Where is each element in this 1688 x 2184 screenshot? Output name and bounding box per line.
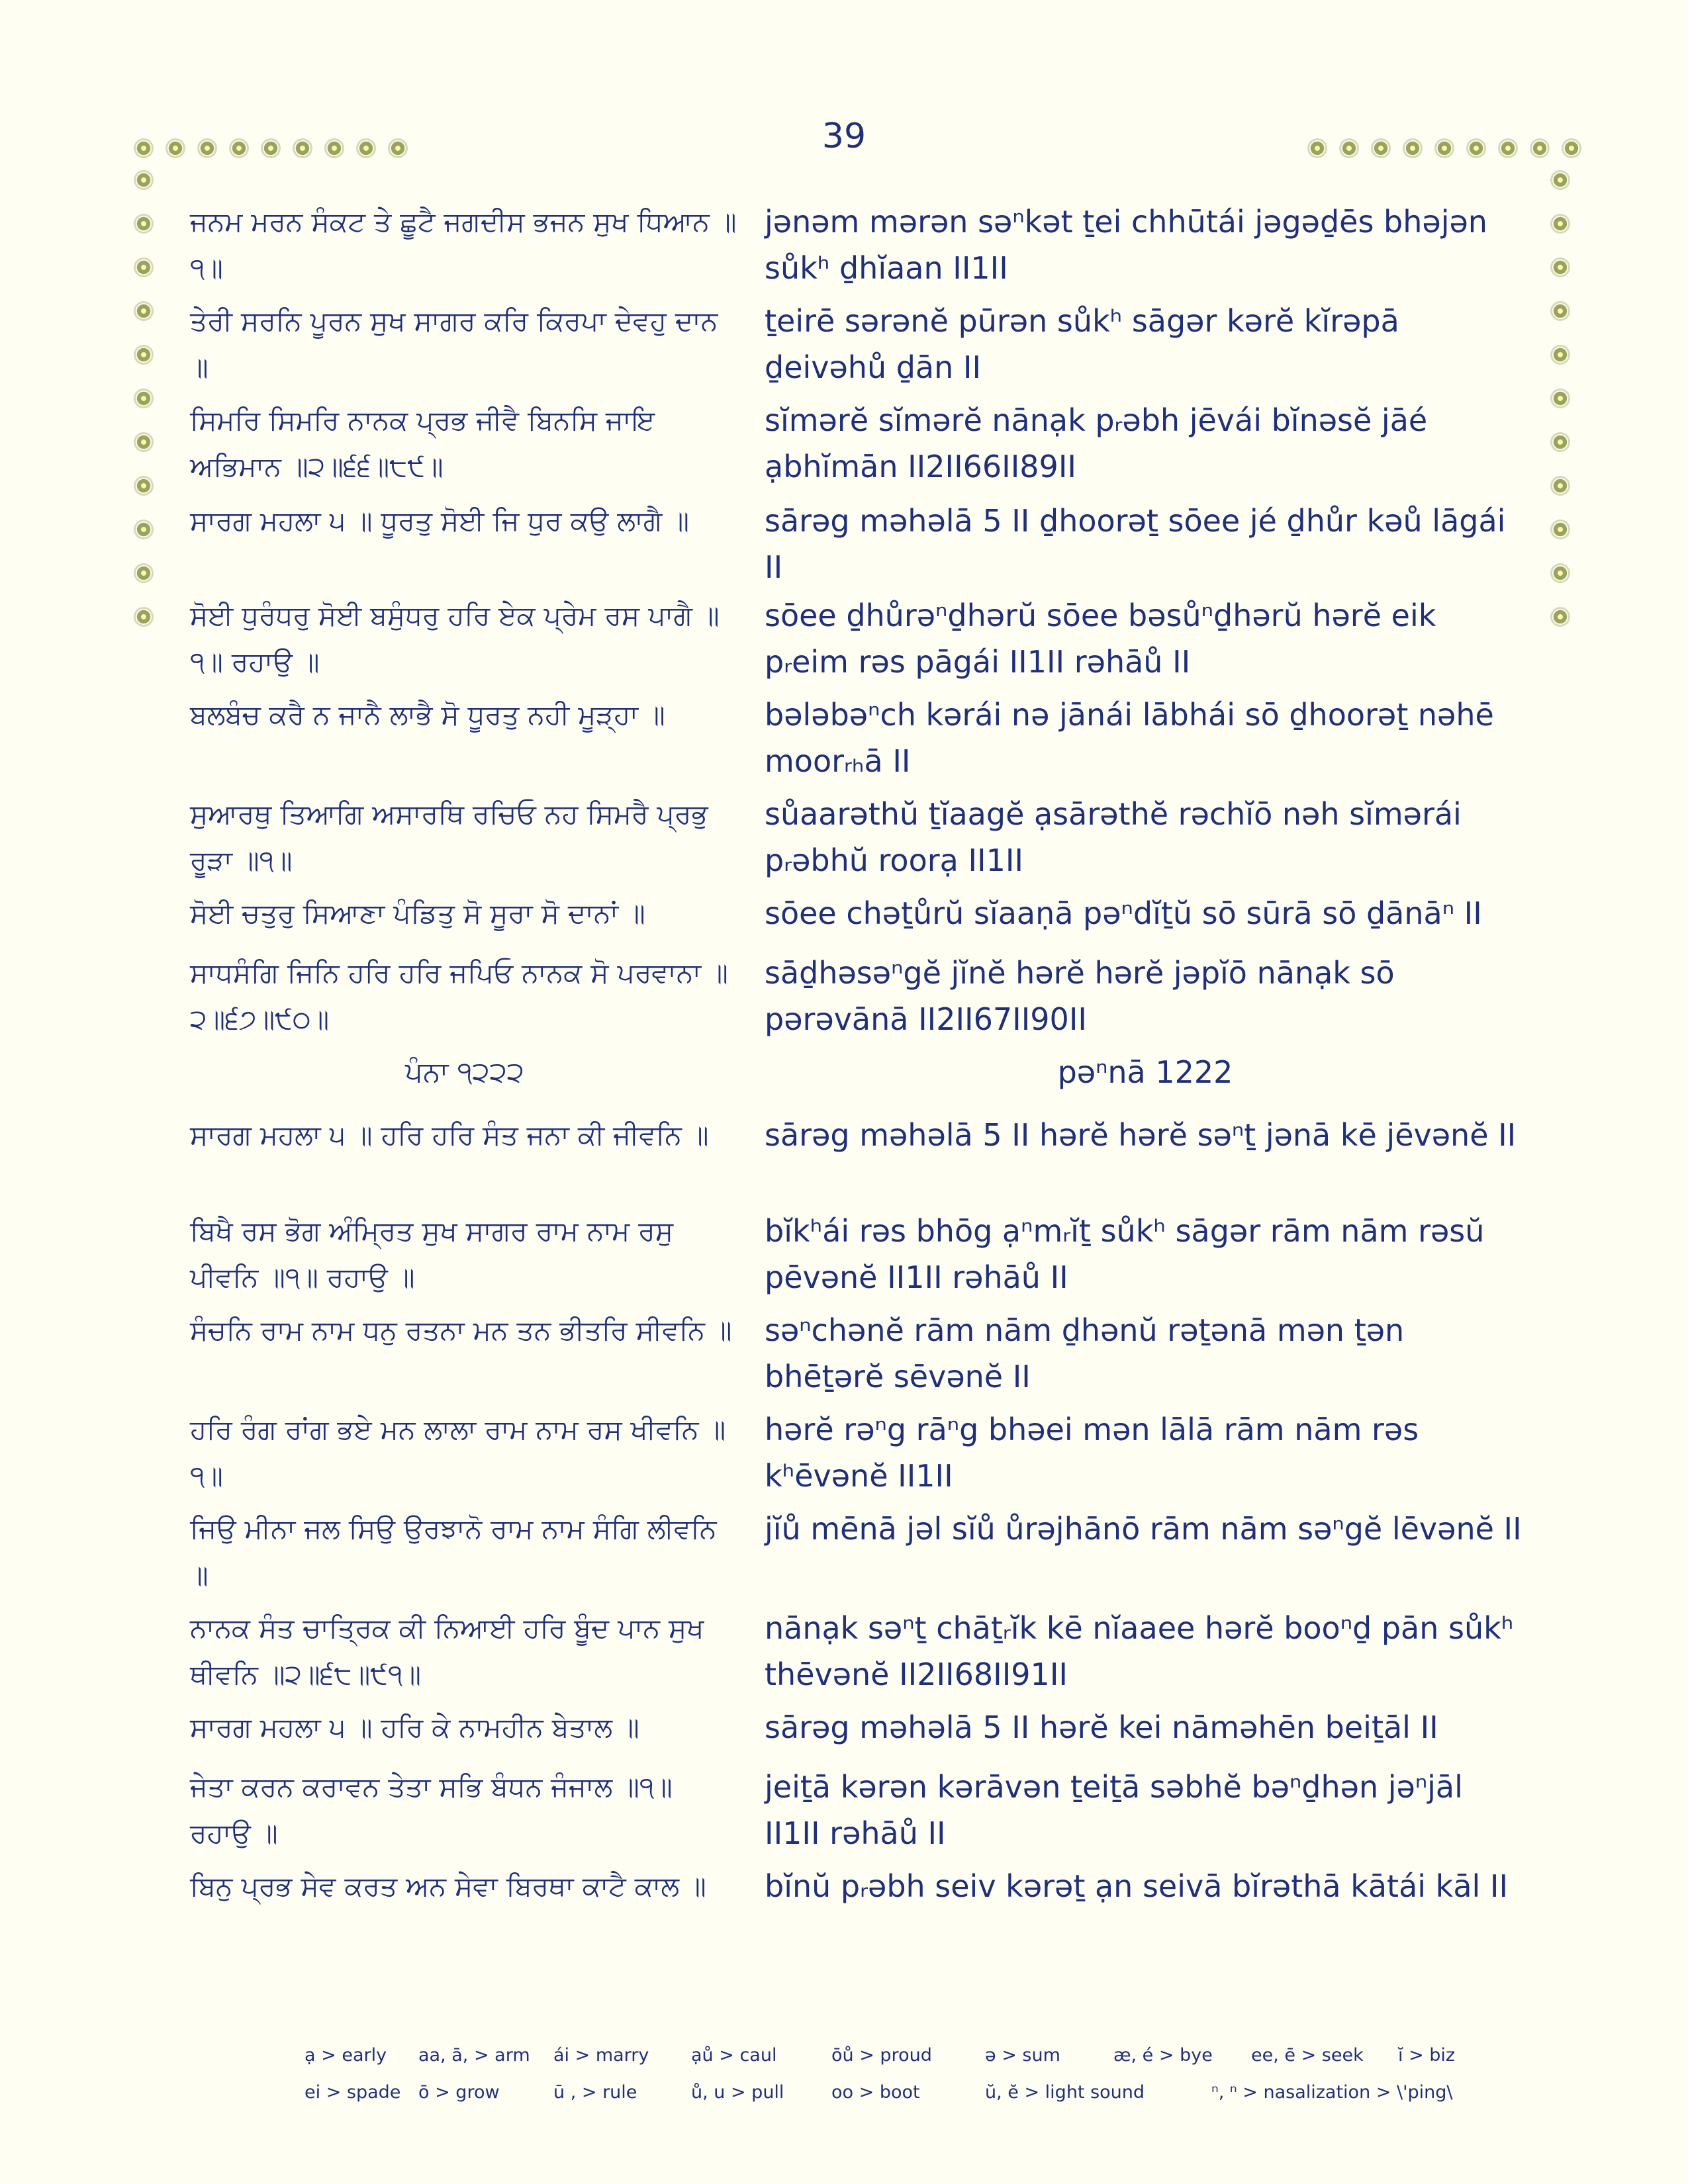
legend-item: ōů > proud bbox=[831, 2045, 932, 2066]
gurmukhi-text: ਹਰਿ ਰੰਗ ਰਾਂਗ ਭਏ ਮਨ ਲਾਲਾ ਰਾਮ ਨਾਮ ਰਸ ਖੀਵਨਿ ॥੧॥ bbox=[190, 1414, 726, 1492]
flower-ornament-icon bbox=[136, 434, 152, 450]
flower-ornament-icon bbox=[136, 140, 152, 156]
transliteration-text: sārəg məhəlā 5 II hərĕ kei nāməhēn beiṯāl II bbox=[765, 1709, 1438, 1745]
transliteration-text: sĭmərĕ sĭmərĕ nānạk pᵣəbh jēvái bĭnəsĕ jāé ạbhĭmān II2II66II89II bbox=[765, 402, 1428, 484]
legend-item: ⁿ, ⁿ > nasalization > \'ping\ bbox=[1211, 2082, 1453, 2103]
gurmukhi-text: ਸੁਆਰਥੁ ਤਿਆਗਿ ਅਸਾਰਥਿ ਰਚਿਓ ਨਹ ਸਿਮਰੈ ਪ੍ਰਭੁ ਰੂੜਾ ॥੧॥ bbox=[190, 798, 708, 876]
transliteration-text: jeiṯā kərən kərāvən ṯeiṯā səbhĕ bəⁿḏhən jəⁿjāl II1II rəhāů II bbox=[765, 1769, 1463, 1851]
legend-item: aa, ā, > arm bbox=[418, 2045, 530, 2066]
transliteration-text: nānạk səⁿṯ chāṯᵣĭk kē nĭaaee hərĕ booⁿḏ pān sůkʰ thēvənĕ II2II68II91II bbox=[765, 1610, 1514, 1692]
gurmukhi-text: ਜਨਮ ਮਰਨ ਸੰਕਟ ਤੇ ਛੂਟੈ ਜਗਦੀਸ ਭਜਨ ਸੁਖ ਧਿਆਨ ॥੧॥ bbox=[190, 206, 737, 284]
transliteration-text: sārəg məhəlā 5 II hərĕ hərĕ səⁿṯ jənā kē jēvənĕ II bbox=[765, 1117, 1517, 1153]
legend-item: ĭ > biz bbox=[1398, 2045, 1456, 2066]
legend-item: ū , > rule bbox=[553, 2082, 637, 2103]
gurmukhi-text: ਸਿਮਰਿ ਸਿਮਰਿ ਨਾਨਕ ਪ੍ਰਭ ਜੀਵੈ ਬਿਨਸਿ ਜਾਇ ਅਭਿਮਾਨ ॥੨॥੬੬॥੮੯॥ bbox=[190, 404, 655, 482]
flower-ornament-icon bbox=[231, 140, 247, 156]
flower-ornament-icon bbox=[1552, 565, 1568, 581]
flower-ornament-icon bbox=[1405, 140, 1421, 156]
transliteration-text: jĭů mēnā jəl sĭů ůrəjhānō rām nām səⁿgĕ lēvənĕ II bbox=[765, 1511, 1522, 1547]
flower-ornament-icon bbox=[1552, 216, 1568, 232]
gurmukhi-text: ਸਾਰਗ ਮਹਲਾ ੫ ॥ ਧੂਰਤੁ ਸੋਈ ਜਿ ਧੁਰ ਕਉ ਲਾਗੈ ॥ bbox=[190, 505, 689, 537]
gurmukhi-text: ਜਿਉ ਮੀਨਾ ਜਲ ਸਿਉ ਉਰਝਾਨੋ ਰਾਮ ਨਾਮ ਸੰਗਿ ਲੀਵਨਿ ॥ bbox=[190, 1513, 717, 1591]
transliteration-text: bĭkʰái rəs bhōg ạⁿmᵣĭṯ sůkʰ sāgər rām nām rəsŭ pēvənĕ II1II rəhāů II bbox=[765, 1213, 1485, 1295]
gurmukhi-text: ਸੋਈ ਚਤੁਰੁ ਸਿਆਣਾ ਪੰਡਿਤੁ ਸੋ ਸੂਰਾ ਸੋ ਦਾਨਾਂ ॥ bbox=[190, 897, 645, 929]
legend-item: ei > spade bbox=[305, 2082, 401, 2103]
flower-ornament-icon bbox=[1552, 172, 1568, 188]
flower-ornament-icon bbox=[167, 140, 183, 156]
legend-item: ō > grow bbox=[418, 2082, 500, 2103]
legend-item: ạ > early bbox=[305, 2045, 387, 2066]
transliteration-text: sōee chəṯůrŭ sĭaaṇā pəⁿdĭṯŭ sō sūrā sō ḏānāⁿ II bbox=[765, 895, 1482, 931]
flower-ornament-icon bbox=[1436, 140, 1452, 156]
flower-ornament-icon bbox=[326, 140, 342, 156]
flower-ornament-icon bbox=[1552, 434, 1568, 450]
flower-ornament-icon bbox=[1341, 140, 1357, 156]
flower-ornament-icon bbox=[390, 140, 406, 156]
legend-item: ů, u > pull bbox=[691, 2082, 784, 2103]
flower-ornament-icon bbox=[1468, 140, 1484, 156]
gurmukhi-text: ਤੇਰੀ ਸਰਨਿ ਪੂਰਨ ਸੁਖ ਸਾਗਰ ਕਰਿ ਕਿਰਪਾ ਦੇਵਹੁ ਦਾਨ ॥ bbox=[190, 305, 718, 383]
page-marker-transliteration: pəⁿnā 1222 bbox=[1057, 1054, 1233, 1090]
transliteration-text: hərĕ rəⁿg rāⁿg bhəei mən lālā rām nām rəs kʰēvənĕ II1II bbox=[765, 1412, 1419, 1494]
flower-ornament-icon bbox=[358, 140, 374, 156]
transliteration-text: sāḏhəsəⁿgĕ jĭnĕ hərĕ hərĕ jəpĭō nānạk sō pərəvānā II2II67II90II bbox=[765, 955, 1395, 1037]
flower-ornament-icon bbox=[263, 140, 279, 156]
gurmukhi-text: ਬਿਖੈ ਰਸ ਭੋਗ ਅੰਮ੍ਰਿਤ ਸੁਖ ਸਾਗਰ ਰਾਮ ਨਾਮ ਰਸੁ ਪੀਵਨਿ ॥੧॥ ਰਹਾਉ ॥ bbox=[190, 1215, 674, 1293]
flower-ornament-icon bbox=[136, 478, 152, 494]
flower-ornament-icon bbox=[1552, 259, 1568, 275]
transliteration-text: bĭnŭ pᵣəbh seiv kərəṯ ạn seivā bĭrəthā kātái kāl II bbox=[765, 1868, 1509, 1904]
flower-ornament-icon bbox=[1552, 390, 1568, 406]
flower-ornament-icon bbox=[1373, 140, 1389, 156]
flower-ornament-icon bbox=[1552, 347, 1568, 363]
flower-ornament-icon bbox=[136, 390, 152, 406]
transliteration-text: sārəg məhəlā 5 II ḏhoorəṯ sōee jé ḏhůr kəů lāgái II bbox=[765, 503, 1506, 585]
flower-ornament-icon bbox=[136, 609, 152, 625]
legend-item: æ, é > bye bbox=[1113, 2045, 1213, 2066]
transliteration-text: ṯeirē sərənĕ pūrən sůkʰ sāgər kərĕ kĭrəpā ḏeivəhů ḏān II bbox=[765, 303, 1399, 385]
flower-ornament-icon bbox=[136, 216, 152, 232]
page-number: 39 bbox=[821, 116, 867, 156]
flower-ornament-icon bbox=[136, 259, 152, 275]
transliteration-text: bələbəⁿch kərái nə jānái lābhái sō ḏhoorəṯ nəhē moorᵣₕā II bbox=[765, 697, 1494, 779]
flower-ornament-icon bbox=[136, 565, 152, 581]
flower-ornament-icon bbox=[1532, 140, 1548, 156]
legend-item: oo > boot bbox=[831, 2082, 920, 2103]
flower-ornament-icon bbox=[136, 522, 152, 537]
gurmukhi-text: ਨਾਨਕ ਸੰਤ ਚਾਤ੍ਰਿਕ ਕੀ ਨਿਆਈ ਹਰਿ ਬੂੰਦ ਪਾਨ ਸੁਖ ਥੀਵਨਿ ॥੨॥੬੮॥੯੧॥ bbox=[190, 1612, 704, 1690]
legend-item: ŭ, ĕ > light sound bbox=[985, 2082, 1145, 2103]
legend-item: ee, ē > seek bbox=[1251, 2045, 1364, 2066]
transliteration-text: səⁿchənĕ rām nām ḏhənŭ rəṯənā mən ṯən bhēṯərĕ sēvənĕ II bbox=[765, 1312, 1405, 1394]
page-marker-gurmukhi: ਪੰਨਾ ੧੨੨੨ bbox=[405, 1056, 524, 1088]
flower-ornament-icon bbox=[136, 303, 152, 319]
gurmukhi-text: ਸਾਰਗ ਮਹਲਾ ੫ ॥ ਹਰਿ ਹਰਿ ਸੰਤ ਜਨਾ ਕੀ ਜੀਵਨਿ ॥ bbox=[190, 1119, 709, 1151]
transliteration-text: jənəm mərən səⁿkət ṯei chhūtái jəgəḏēs bhəjən sůkʰ ḏhĭaan II1II bbox=[765, 204, 1487, 286]
transliteration-text: sůaarəthŭ ṯĭaagĕ ạsārəthĕ rəchĭō nəh sĭmərái pᵣəbhŭ roorạ II1II bbox=[765, 796, 1462, 878]
gurmukhi-text: ਬਲਬੰਚ ਕਰੈ ਨ ਜਾਨੈ ਲਾਭੈ ਸੋ ਧੂਰਤੁ ਨਹੀ ਮੂੜ੍ਹਾ ॥ bbox=[190, 699, 665, 731]
gurmukhi-text: ਸਾਧਸੰਗਿ ਜਿਨਿ ਹਰਿ ਹਰਿ ਜਪਿਓ ਨਾਨਕ ਸੋ ਪਰਵਾਨਾ ॥੨॥੬੭॥੯੦॥ bbox=[190, 957, 728, 1035]
flower-ornament-icon bbox=[136, 347, 152, 363]
gurmukhi-text: ਸੰਚਨਿ ਰਾਮ ਨਾਮ ਧਨੁ ਰਤਨਾ ਮਨ ਤਨ ਭੀਤਰਿ ਸੀਵਨਿ ॥ bbox=[190, 1314, 732, 1346]
flower-ornament-icon bbox=[295, 140, 310, 156]
gurmukhi-text: ਬਿਨੁ ਪ੍ਰਭ ਸੇਵ ਕਰਤ ਅਨ ਸੇਵਾ ਬਿਰਥਾ ਕਾਟੈ ਕਾਲ ॥ bbox=[190, 1870, 706, 1902]
gurmukhi-text: ਸਾਰਗ ਮਹਲਾ ੫ ॥ ਹਰਿ ਕੇ ਨਾਮਹੀਨ ਬੇਤਾਲ ॥ bbox=[190, 1711, 639, 1743]
flower-ornament-icon bbox=[136, 172, 152, 188]
legend-item: ə > sum bbox=[985, 2045, 1060, 2066]
flower-ornament-icon bbox=[1552, 303, 1568, 319]
flower-ornament-icon bbox=[199, 140, 215, 156]
legend-item: ạů > caul bbox=[691, 2045, 777, 2066]
flower-ornament-icon bbox=[1552, 478, 1568, 494]
transliteration-text: sōee ḏhůrəⁿḏhərŭ sōee bəsůⁿḏhərŭ hərĕ eik pᵣeim rəs pāgái II1II rəhāů II bbox=[765, 598, 1436, 680]
gurmukhi-text: ਜੇਤਾ ਕਰਨ ਕਰਾਵਨ ਤੇਤਾ ਸਭਿ ਬੰਧਨ ਜੰਜਾਲ ॥੧॥ ਰਹਾਉ ॥ bbox=[190, 1771, 673, 1849]
flower-ornament-icon bbox=[1564, 140, 1579, 156]
flower-ornament-icon bbox=[1552, 609, 1568, 625]
gurmukhi-text: ਸੋਈ ਧੁਰੰਧਰੁ ਸੋਈ ਬਸੁੰਧਰੁ ਹਰਿ ਏਕ ਪ੍ਰੇਮ ਰਸ ਪਾਗੈ ॥੧॥ ਰਹਾਉ ॥ bbox=[190, 600, 720, 678]
flower-ornament-icon bbox=[1500, 140, 1516, 156]
legend-item: ái > marry bbox=[553, 2045, 649, 2066]
flower-ornament-icon bbox=[1552, 522, 1568, 537]
flower-ornament-icon bbox=[1309, 140, 1325, 156]
